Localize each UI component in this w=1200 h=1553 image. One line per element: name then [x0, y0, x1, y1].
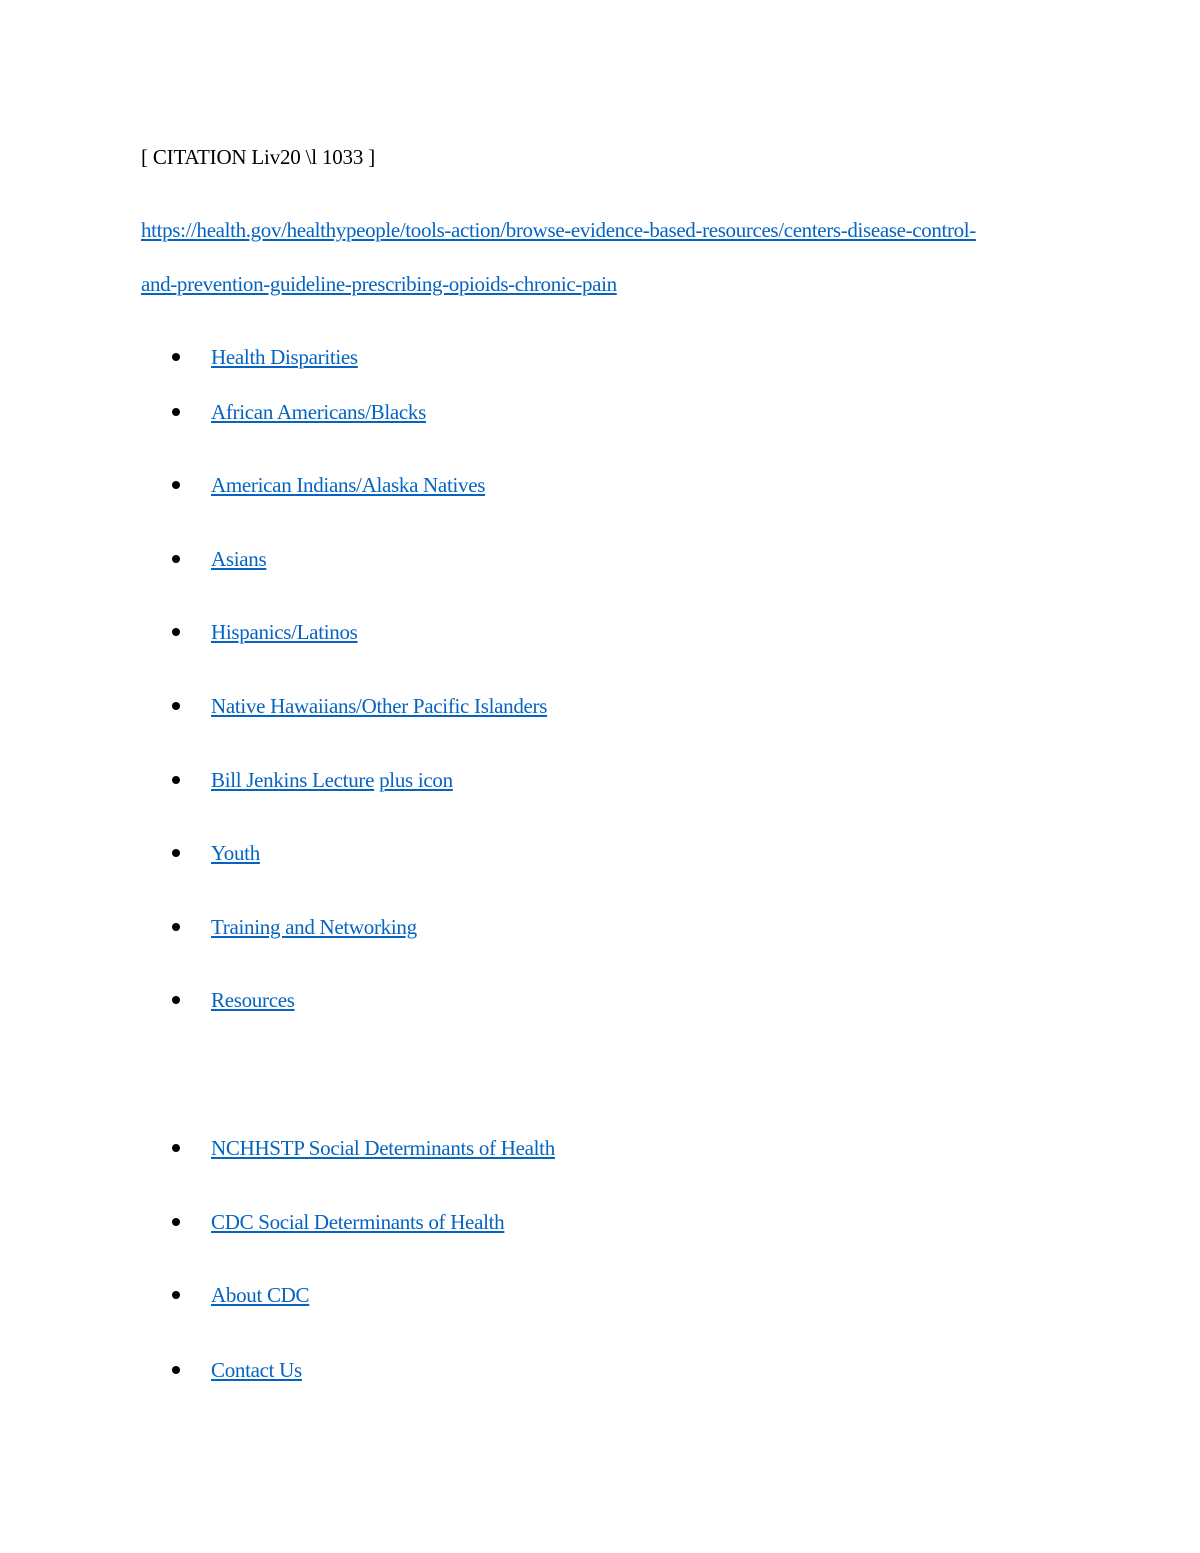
link-health-disparities[interactable]: Health Disparities [211, 345, 358, 369]
bill-jenkins-item-text [211, 765, 453, 795]
bullet-icon [172, 1218, 180, 1226]
link-american-indians-alaska-natives[interactable]: American Indians/Alaska Natives [211, 473, 486, 497]
citation-field: [ CITATION Liv20 \l 1033 ] [141, 145, 376, 169]
bullet-icon [172, 849, 180, 857]
bullet-icon [172, 702, 180, 710]
link-resources[interactable]: Resources [211, 988, 295, 1012]
bullet-icon [172, 776, 180, 784]
bullet-icon [172, 408, 180, 416]
link-african-americans-blacks[interactable]: African Americans/Blacks [211, 400, 426, 424]
link-about-cdc[interactable]: About CDC [211, 1283, 310, 1307]
bullet-icon [172, 353, 180, 361]
link-plus-icon[interactable]: plus icon [379, 768, 453, 792]
bullet-icon [172, 628, 180, 636]
bullet-icon [172, 1366, 180, 1374]
link-bill-jenkins-lecture[interactable]: Bill Jenkins Lecture [211, 768, 375, 792]
source-url-line-1: https://health.gov/healthypeople/tools-action/browse-evidence-based-resources/centers-disease-control- [141, 218, 976, 242]
bullet-icon [172, 481, 180, 489]
link-nchhstp-social-determinants[interactable]: NCHHSTP Social Determinants of Health [211, 1136, 555, 1160]
link-cdc-social-determinants[interactable]: CDC Social Determinants of Health [211, 1210, 505, 1234]
link-youth[interactable]: Youth [211, 841, 260, 865]
link-asians[interactable]: Asians [211, 547, 267, 571]
link-hispanics-latinos[interactable]: Hispanics/Latinos [211, 620, 358, 644]
bullet-icon [172, 1144, 180, 1152]
bullet-icon [172, 923, 180, 931]
bullet-icon [172, 1291, 180, 1299]
source-url-link[interactable] [141, 203, 1131, 311]
link-contact-us[interactable]: Contact Us [211, 1358, 302, 1382]
bullet-icon [172, 996, 180, 1004]
source-url-line-2: and-prevention-guideline-prescribing-opioids-chronic-pain [141, 272, 617, 296]
link-native-hawaiians-pacific-islanders[interactable]: Native Hawaiians/Other Pacific Islanders [211, 694, 548, 718]
link-training-and-networking[interactable]: Training and Networking [211, 915, 417, 939]
bullet-icon [172, 555, 180, 563]
